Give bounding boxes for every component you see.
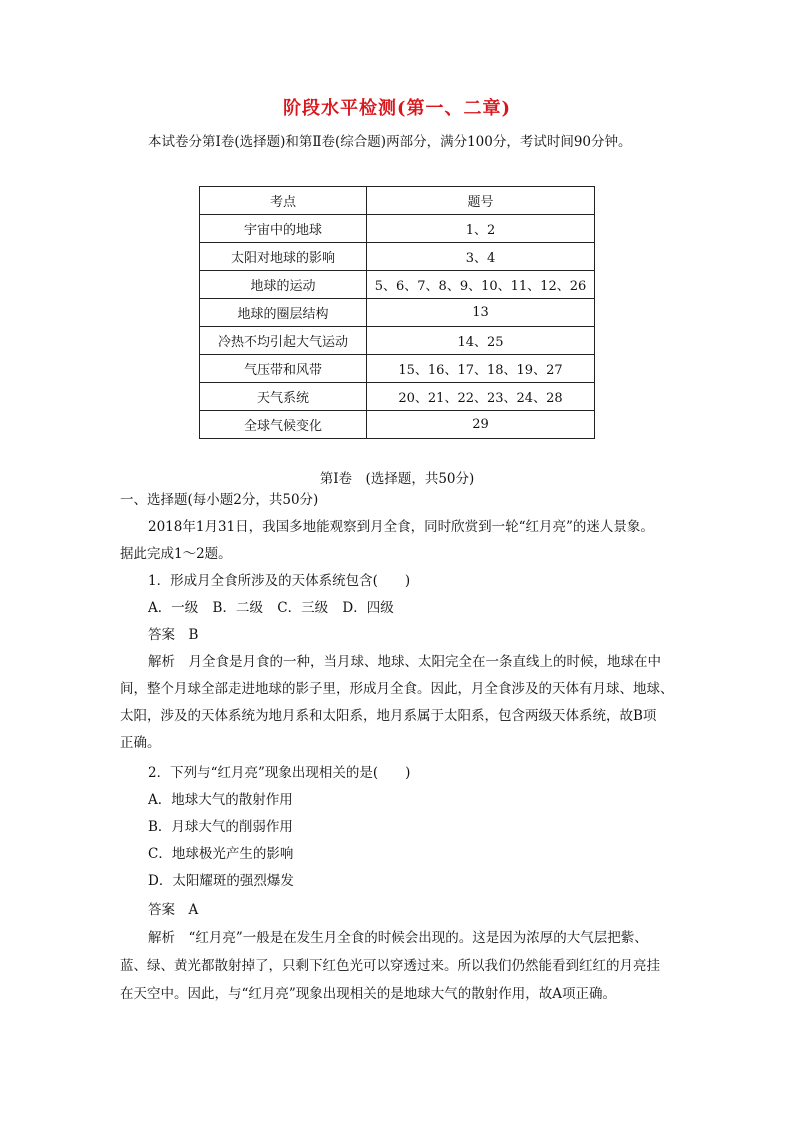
q2-analysis-line-3: 在天空中。因此，与“红月亮”现象出现相关的是地球大气的散射作用，故A项正确。 — [120, 986, 617, 1002]
section-title: 第Ⅰ卷 (选择题，共50分) — [319, 471, 475, 487]
q2-answer: 答案 A — [148, 902, 199, 918]
topic-cell: 地球的运动 — [200, 271, 367, 299]
question-numbers-cell: 20、21、22、23、24、28 — [367, 383, 595, 411]
question-numbers-cell: 14、25 — [367, 327, 595, 355]
exam-intro: 本试卷分第Ⅰ卷(选择题)和第Ⅱ卷(综合题)两部分，满分100分，考试时间90分钟。 — [148, 134, 632, 150]
material-line-2: 据此完成1～2题。 — [120, 546, 232, 562]
q1-option-a: A．一级 — [148, 600, 199, 616]
topic-cell: 气压带和风带 — [200, 355, 367, 383]
table-row — [200, 411, 595, 439]
document-title: 阶段水平检测(第一、二章) — [282, 98, 512, 119]
question-numbers-cell: 1、2 — [367, 215, 595, 243]
question-numbers-cell: 3、4 — [367, 243, 595, 271]
q1-answer: 答案 B — [148, 627, 199, 643]
topic-cell: 天气系统 — [200, 383, 367, 411]
topic-table — [199, 186, 595, 439]
q1-option-d: D．四级 — [342, 600, 394, 616]
question-numbers-cell: 13 — [367, 299, 595, 327]
header-topic: 考点 — [200, 187, 367, 215]
q2-option-b: B．月球大气的削弱作用 — [148, 819, 293, 835]
q1-option-b: B．二级 — [212, 600, 263, 616]
table-row — [200, 355, 595, 383]
q2-option-d: D．太阳耀斑的强烈爆发 — [148, 873, 294, 889]
part-heading: 一、选择题(每小题2分，共50分) — [120, 492, 319, 508]
table-row — [200, 215, 595, 243]
topic-cell: 太阳对地球的影响 — [200, 243, 367, 271]
question-numbers-cell: 29 — [367, 411, 595, 439]
table-row — [200, 271, 595, 299]
table-row — [200, 383, 595, 411]
topic-cell: 宇宙中的地球 — [200, 215, 367, 243]
q1-analysis-line-2: 间，整个月球全部走进地球的影子里，形成月全食。因此，月全食涉及的天体有月球、地球、 — [120, 681, 674, 697]
q2-analysis-line-2: 蓝、绿、黄光都散射掉了，只剩下红色光可以穿透过来。所以我们仍然能看到红红的月亮挂 — [120, 958, 660, 974]
question-numbers-cell: 5、6、7、8、9、10、11、12、26 — [367, 271, 595, 299]
material-line-1: 2018年1月31日，我国多地能观察到月全食，同时欣赏到一轮“红月亮”的迷人景象。 — [148, 519, 654, 535]
q1-stem: 1．形成月全食所涉及的天体系统包含( ) — [148, 573, 411, 589]
q1-analysis-line-4: 正确。 — [120, 735, 161, 751]
topic-cell: 冷热不均引起大气运动 — [200, 327, 367, 355]
q2-option-a: A．地球大气的散射作用 — [148, 792, 293, 808]
q2-analysis-line-1: 解析 “红月亮”一般是在发生月全食的时候会出现的。这是因为浓厚的大气层把紫、 — [148, 930, 648, 946]
q1-option-c: C．三级 — [277, 600, 329, 616]
question-numbers-cell: 15、16、17、18、19、27 — [367, 355, 595, 383]
table-header-row — [200, 187, 595, 215]
q1-analysis-line-3: 太阳，涉及的天体系统为地月系和太阳系，地月系属于太阳系，包含两级天体系统，故B项 — [120, 708, 657, 724]
header-question-numbers: 题号 — [367, 187, 595, 215]
q2-stem: 2．下列与“红月亮”现象出现相关的是( ) — [148, 765, 411, 781]
table-row — [200, 243, 595, 271]
topic-cell: 地球的圈层结构 — [200, 299, 367, 327]
q2-option-c: C．地球极光产生的影响 — [148, 846, 294, 862]
table-row — [200, 327, 595, 355]
topic-cell: 全球气候变化 — [200, 411, 367, 439]
q1-options — [148, 595, 708, 622]
table-row — [200, 299, 595, 327]
q1-analysis-line-1: 解析 月全食是月食的一种，当月球、地球、太阳完全在一条直线上的时候，地球在中 — [148, 654, 661, 670]
